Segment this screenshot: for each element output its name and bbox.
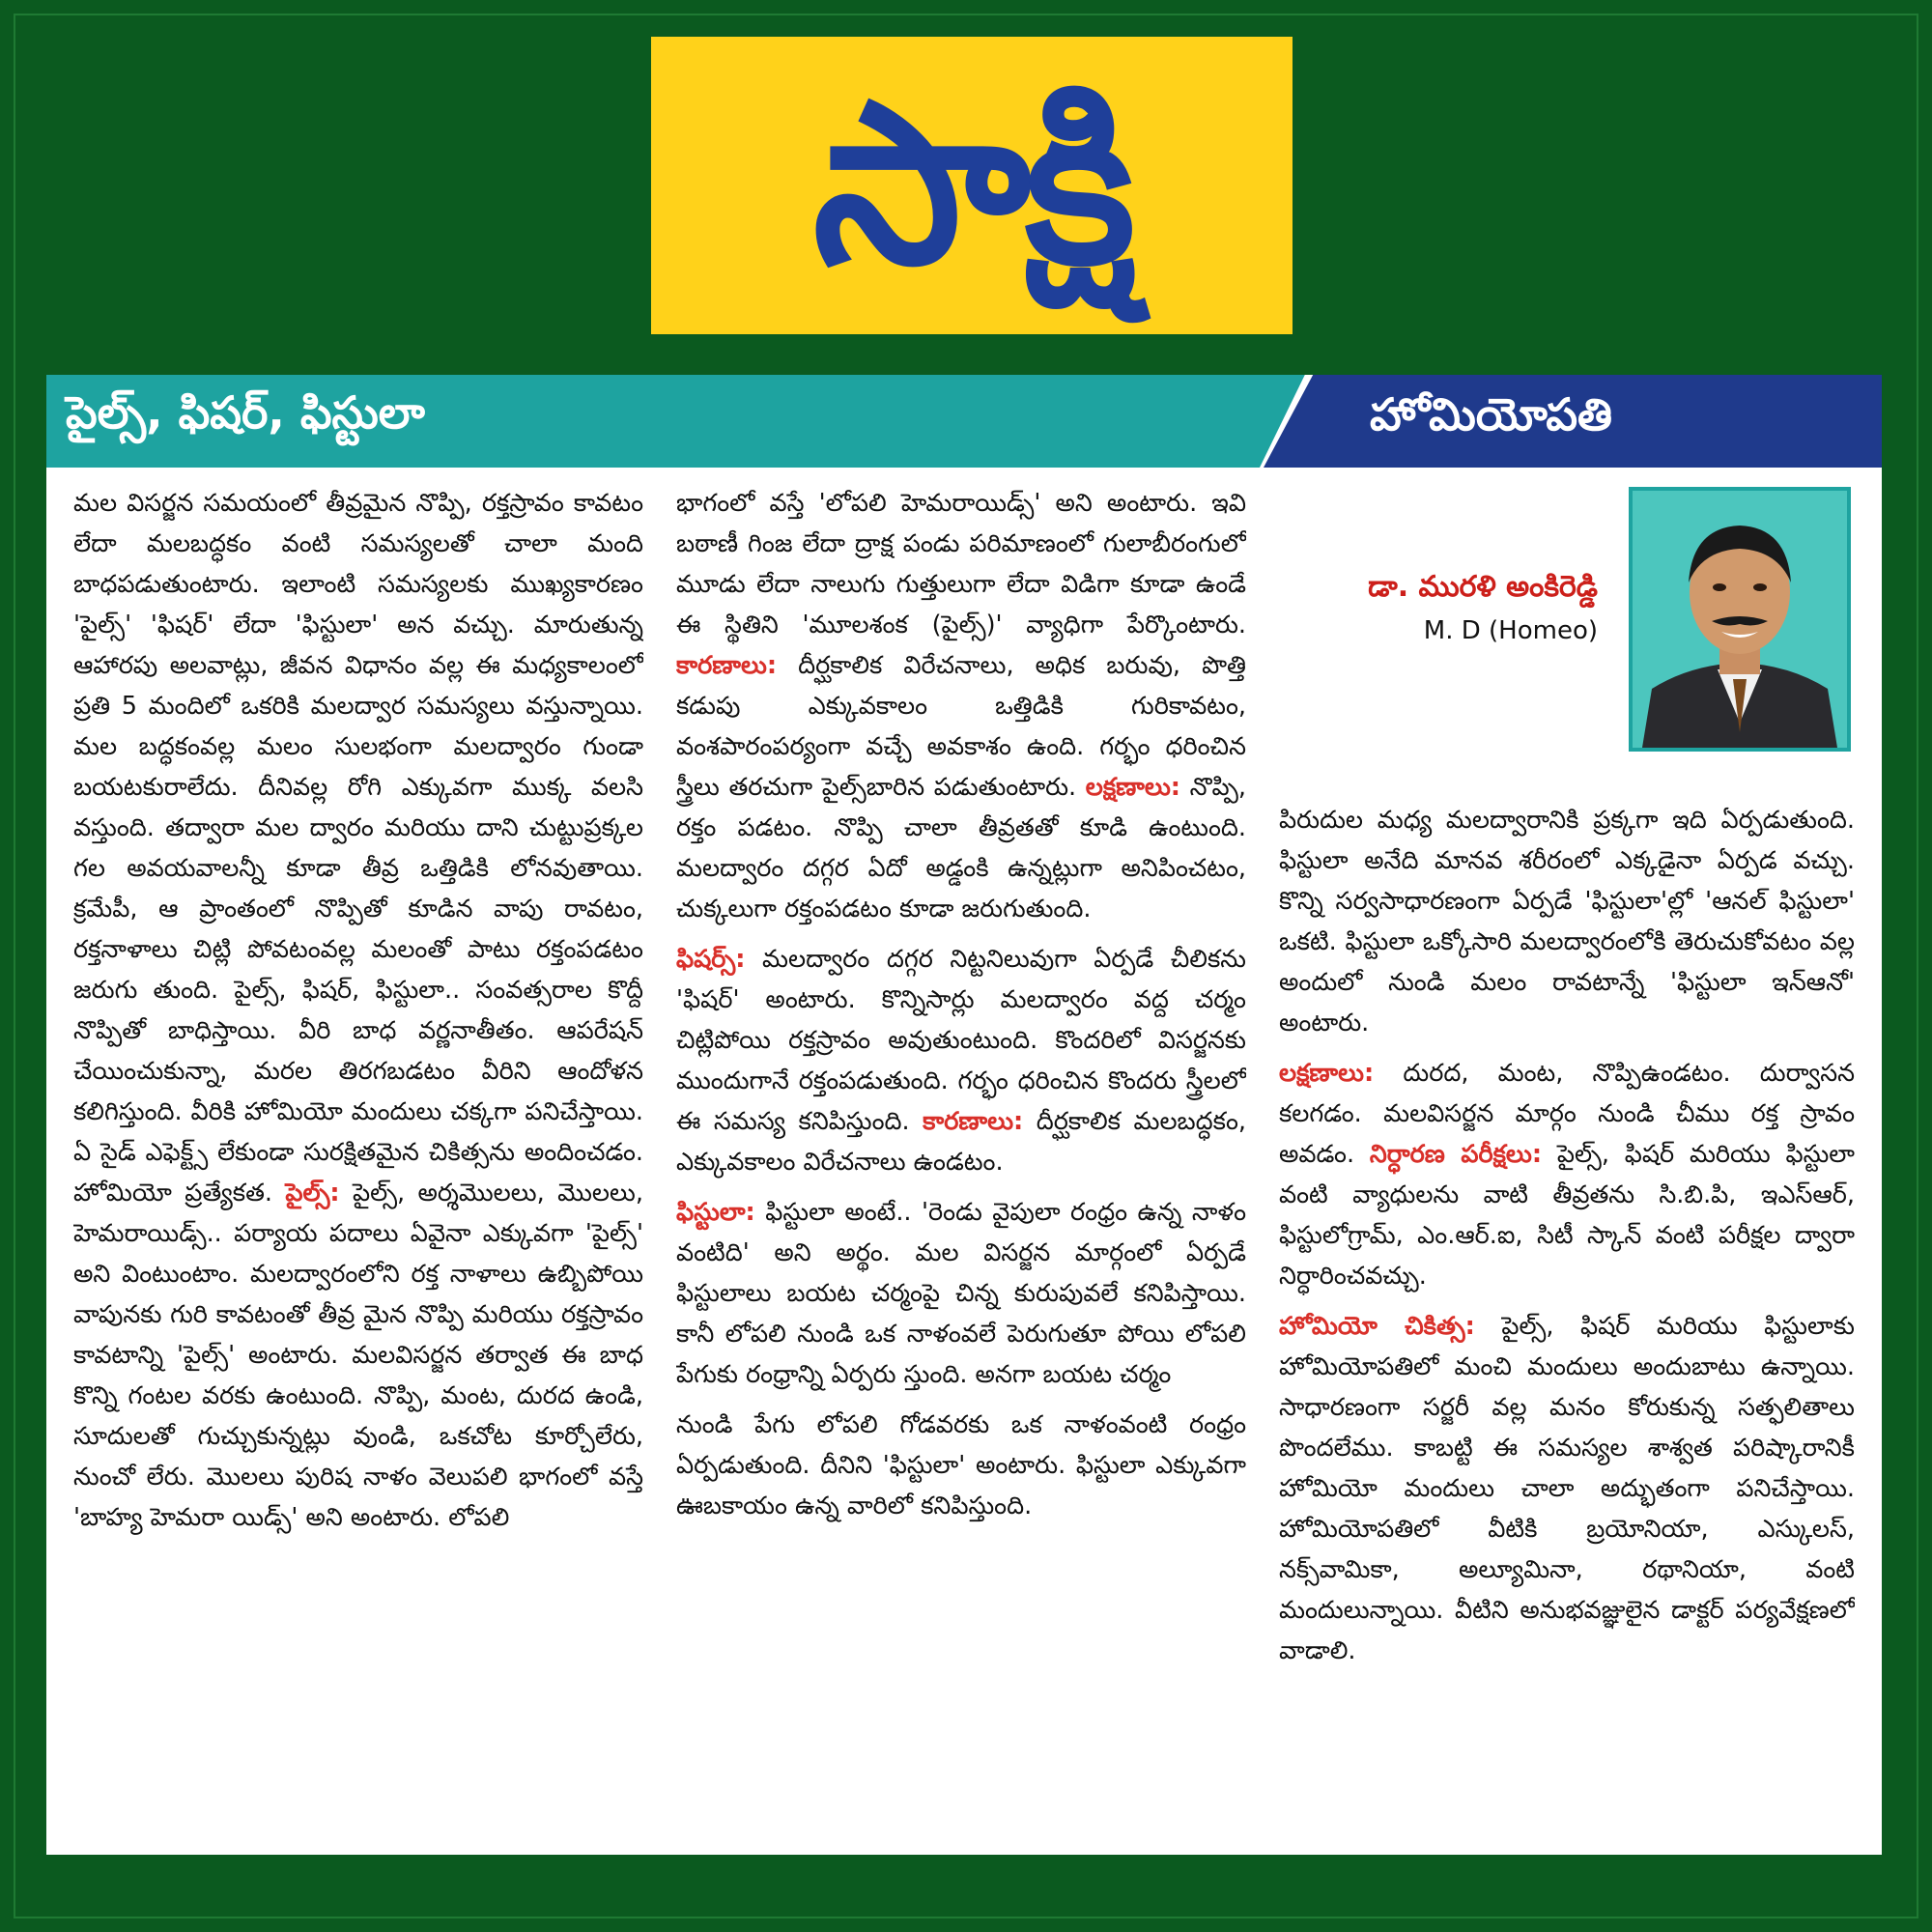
section-label: హోమియోపతి bbox=[1370, 388, 1613, 440]
paragraph bbox=[1279, 800, 1855, 1043]
author-portrait-illustration bbox=[1633, 491, 1847, 748]
author-byline bbox=[1279, 491, 1598, 645]
author-name: డా. మురళి అంకిరెడ్డి bbox=[1368, 570, 1598, 604]
author-degree: M. D (Homeo) bbox=[1423, 616, 1598, 645]
subheading-diagnosis: నిర్ధారణ పరీక్షలు: bbox=[1369, 1140, 1543, 1169]
article-column-1 bbox=[73, 483, 643, 1847]
body-text: పిరుదుల మధ్య మలద్వారానికి ప్రక్కగా ఇది ఏర్పడుతుంది. ఫిస్టులా అనేది మానవ శరీరంలో ఎక్కడైనా ఏర్పడ వచ్చు. కొన్ని సర్వసాధారణంగా ఏర్పడే 'ఫిస్టులా'ల్లో 'ఆనల్ ఫిస్టులా' ఒకటి. ఫిస్టులా ఒక్కోసారి మలద్వారంలోకి తెరుచుకోవటం వల్ల అందులో నుండి మలం రావటాన్నే 'ఫిస్టులా ఇన్ఆనో' అంటారు. bbox=[1279, 806, 1855, 1037]
article-header bbox=[46, 375, 1882, 468]
body-text: మలద్వారం దగ్గర నిట్టనిలువుగా ఏర్పడే చీలికను 'ఫిషర్' అంటారు. కొన్నిసార్లు మలద్వారం వద్ద చర్మం చిట్లిపోయి రక్తస్రావం అవుతుంటుంది. కొందరిలో విసర్జనకు ముందుగానే రక్తంపడుతుంది. గర్భం ధరించిన కొందరు స్త్రీలలో ఈ సమస్య కనిపిస్తుంది. bbox=[676, 945, 1246, 1136]
subheading-fissure: ఫిషర్స్: bbox=[676, 945, 746, 974]
body-text: దీర్ఘకాలిక విరేచనాలు, అధిక బరువు, పొత్తి కడుపు ఎక్కువకాలం ఒత్తిడికి గురికావటం, వంశపారంపర్యంగా వచ్చే అవకాశం ఉంది. గర్భం ధరించిన స్త్రీలు తరచుగా పైల్స్‌బారిన పడుతుంటారు. bbox=[676, 651, 1246, 802]
paragraph bbox=[1279, 1306, 1855, 1671]
paragraph bbox=[1279, 1053, 1855, 1296]
paragraph bbox=[676, 483, 1246, 929]
paragraph bbox=[676, 939, 1246, 1182]
body-text: పైల్స్, ఫిషర్ మరియు ఫిస్టులాకు హోమియోపతిలో మంచి మందులు అందుబాటు ఉన్నాయి. సాధారణంగా సర్జరీ వల్ల మనం కోరుకున్న సత్ఫలితాలు పొందలేము. కాబట్టి ఈ సమస్యల శాశ్వత పరిష్కారానికీ హోమియో మందులు చాలా అద్భుతంగా పనిచేస్తాయి. హోమియోపతిలో వీటికి బ్రయోనియా, ఎస్కులస్, నక్స్‌వామికా, అల్యూమినా, రథానియా, వంటి మందులున్నాయి. వీటిని అనుభవజ్ఞులైన డాక్టర్ పర్యవేక్షణలో వాడాలి. bbox=[1279, 1312, 1855, 1665]
body-text: పైల్స్, అర్శమొలలు, మొలలు, హెమరాయిడ్స్.. పర్యాయ పదాలు ఏవైనా ఎక్కువగా 'పైల్స్' అని వింటుంటాం. మలద్వారంలోని రక్త నాళాలు ఉబ్బిపోయి వాపునకు గురి కావటంతో తీవ్ర మైన నొప్పి మరియు రక్తస్రావం కావటాన్ని 'పైల్స్' అంటారు. మలవిసర్జన తర్వాత ఈ బాధ కొన్ని గంటల వరకు ఉంటుంది. నొప్పి, మంట, దురద ఉండి, సూదులతో గుచ్చుకున్నట్లు వుండి, ఒకచోట కూర్చోలేరు, నుంచో లేరు. మొలలు పురిష నాళం వెలుపలి భాగంలో వస్తే 'బాహ్య హెమరా యిడ్స్' అని అంటారు. లోపలి bbox=[73, 1179, 643, 1532]
subheading-piles: పైల్స్: bbox=[285, 1179, 340, 1208]
body-text: పైల్స్, ఫిషర్ మరియు ఫిస్టులా వంటి వ్యాధులను వాటి తీవ్రతను సి.బి.పి, ఇఎస్ఆర్, ఫిస్టులోగ్రామ్, ఎం.ఆర్.ఐ, సిటీ స్కాన్ వంటి పరీక్షల ద్వారా నిర్ధారించవచ్చు. bbox=[1279, 1140, 1855, 1291]
body-text: నొప్పి, రక్తం పడటం. నొప్పి చాలా తీవ్రతతో కూడి ఉంటుంది. మలద్వారం దగ్గర ఏదో అడ్డంకి ఉన్నట్లుగా అనిపించటం, చుక్కలుగా రక్తంపడటం కూడా జరుగుతుంది. bbox=[676, 773, 1246, 923]
subheading-homeo-treatment: హోమియో చికిత్స: bbox=[1279, 1312, 1475, 1341]
body-text: నుండి పేగు లోపలి గోడవరకు ఒక నాళంవంటి రంధ్రం ఏర్పడుతుంది. దీనిని 'ఫిస్టులా' అంటారు. ఫిస్టులా ఎక్కువగా ఊబకాయం ఉన్న వారిలో కనిపిస్తుంది. bbox=[676, 1410, 1246, 1520]
paragraph bbox=[73, 483, 643, 1538]
masthead-logo: సాక్షి bbox=[813, 56, 1130, 314]
subheading-fistula: ఫిస్టులా: bbox=[676, 1198, 755, 1227]
paragraph bbox=[676, 1192, 1246, 1395]
body-text: దురద, మంట, నొప్పిఉండటం. దుర్వాసన కలగడం. మలవిసర్జన మార్గం నుండి చీము రక్త స్రావం అవడం. bbox=[1279, 1059, 1855, 1169]
masthead bbox=[651, 37, 1293, 334]
body-text: భాగంలో వస్తే 'లోపలి హెమరాయిడ్స్' అని అంటారు. ఇవి బఠాణీ గింజ లేదా ద్రాక్ష పండు పరిమాణంలో గులాబీరంగులో మూడు లేదా నాలుగు గుత్తులుగా లేదా విడిగా కూడా ఉండే ఈ స్థితిని 'మూలశంక (పైల్స్)' వ్యాధిగా పేర్కొంటారు. bbox=[676, 489, 1246, 639]
body-text: దీర్ఘకాలిక మలబద్ధకం, ఎక్కువకాలం విరేచనాలు ఉండటం. bbox=[676, 1107, 1246, 1177]
article-column-2 bbox=[676, 483, 1246, 1847]
subheading-causes-2: కారణాలు: bbox=[923, 1107, 1024, 1136]
author-photo bbox=[1629, 487, 1851, 752]
paragraph bbox=[676, 1405, 1246, 1526]
body-text: మల విసర్జన సమయంలో తీవ్రమైన నొప్పి, రక్తస్రావం కావటం లేదా మలబద్ధకం వంటి సమస్యలతో చాలా మంది బాధపడుతుంటారు. ఇలాంటి సమస్యలకు ముఖ్యకారణం 'పైల్స్' 'ఫిషర్' లేదా 'ఫిస్టులా' అన వచ్చు. మారుతున్న ఆహారపు అలవాట్లు, జీవన విధానం వల్ల ఈ మధ్యకాలంలో ప్రతి 5 మందిలో ఒకరికి మలద్వార సమస్యలు వస్తున్నాయి. మల బద్ధకంవల్ల మలం సులభంగా మలద్వారం గుండా బయటకురాలేదు. దీనివల్ల రోగి ఎక్కువగా ముక్క వలసి వస్తుంది. తద్వారా మల ద్వారం మరియు దాని చుట్టుప్రక్కల గల అవయవాలన్నీ కూడా తీవ్ర ఒత్తిడికి లోనవుతాయి. క్రమేపీ, ఆ ప్రాంతంలో నొప్పితో కూడిన వాపు రావటం, రక్తనాళాలు చిట్లి పోవటంవల్ల మలంతో పాటు రక్తంపడటం జరుగు తుంది. పైల్స్, ఫిషర్, ఫిస్టులా.. సంవత్సరాల కొద్దీ నొప్పితో బాధిస్తాయి. వీరి బాధ వర్ణనాతీతం. ఆపరేషన్ చేయించుకున్నా, మరల తిరగబడటం వీరిని ఆందోళన కలిగిస్తుంది. వీరికి హోమియో మందులు చక్కగా పనిచేస్తాయి. ఏ సైడ్ ఎఫెక్ట్స్ లేకుండా సురక్షితమైన చికిత్సను అందించడం. హోమియో ప్రత్యేకత. bbox=[73, 489, 643, 1208]
subheading-causes: కారణాలు: bbox=[676, 651, 778, 680]
body-text: ఫిస్టులా అంటే.. 'రెండు వైపులా రంధ్రం ఉన్న నాళం వంటిది' అని అర్థం. మల విసర్జన మార్గంలో ఏర్పడే ఫిస్టులాలు బయట చర్మంపై చిన్న కురుపువలే కనిపిస్తాయి. కానీ లోపలి నుండి ఒక నాళంవలే పెరుగుతూ పోయి లోపలి పేగుకు రంధ్రాన్ని ఏర్పరు స్తుంది. అనగా బయట చర్మం bbox=[676, 1198, 1246, 1389]
subheading-symptoms: లక్షణాలు: bbox=[1085, 773, 1180, 802]
article-column-3 bbox=[1279, 800, 1855, 1766]
article-panel bbox=[46, 375, 1882, 1855]
subheading-symptoms-2: లక్షణాలు: bbox=[1279, 1059, 1375, 1088]
article-title: పైల్స్, ఫిషర్, ఫిస్టులా bbox=[66, 386, 425, 439]
